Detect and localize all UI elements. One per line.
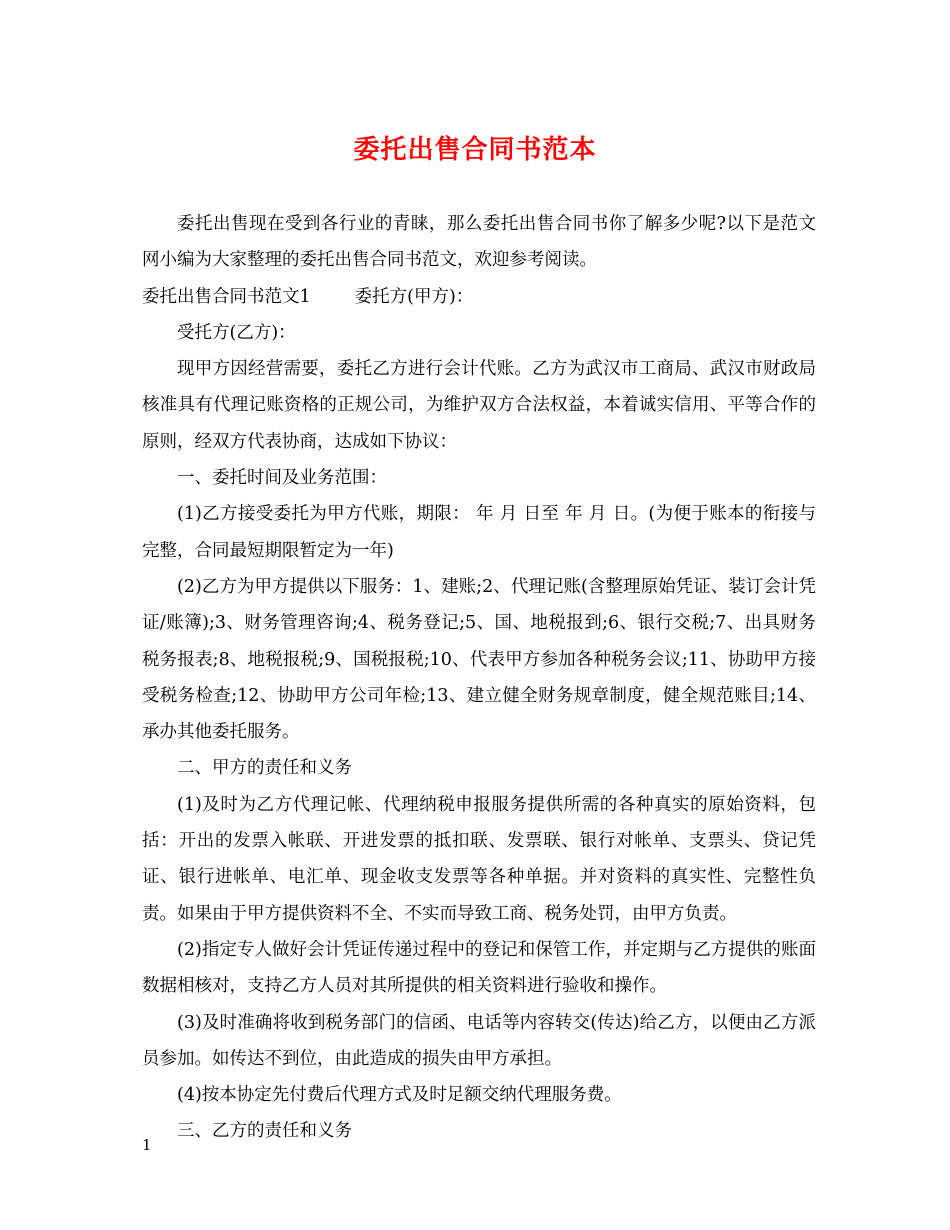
section-2-item-1: (1)及时为乙方代理记帐、代理纳税申报服务提供所需的各种真实的原始资料，包括：开出的发票入帐联、开进发票的抵扣联、发票联、银行对帐单、支票头、贷记凭证、银行进帐单、电汇单、现金收支发票等各种单据。并对资料的真实性、完整性负责。如果由于甲方提供资料不全、不实而导致工商、税务处罚，由甲方负责。 [142, 794, 816, 924]
section-2-heading: 二、甲方的责任和义务 [177, 758, 352, 779]
section-1-item-1: (1)乙方接受委托为甲方代账，期限： 年 月 日至 年 月 日。(为便于账本的衔接与完整，合同最短期限暂定为一年) [142, 504, 816, 561]
intro-paragraph: 委托出售现在受到各行业的青睐，那么委托出售合同书你了解多少呢?以下是范文网小编为大家整理的委托出售合同书范文，欢迎参考阅读。 [142, 214, 816, 271]
party-b-label: 受托方(乙方)： [177, 322, 296, 343]
page-number: 1 [142, 1136, 152, 1154]
section-3-heading: 三、乙方的责任和义务 [177, 1121, 352, 1142]
section-1-item-2: (2)乙方为甲方提供以下服务：1、建账;2、代理记账(含整理原始凭证、装订会计凭证/账簿);3、财务管理咨询;4、税务登记;5、国、地税报到;6、银行交税;7、出具财务税务报表;8、地税报税;9、国税报税;10、代表甲方参加各种税务会议;11、协助甲方接受税务检查;12、协助甲方公司年检;13、建立健全财务规章制度，健全规范账目;14、承办其他委托服务。 [142, 576, 816, 743]
sample-title: 委托出售合同书范文1 [142, 286, 311, 307]
party-a-label: 委托方(甲方)： [354, 286, 474, 307]
preamble-paragraph: 现甲方因经营需要，委托乙方进行会计代账。乙方为武汉市工商局、武汉市财政局核准具有代理记账资格的正规公司，为维护双方合法权益，本着诚实信用、平等合作的原则，经双方代表协商，达成如下协议： [142, 359, 816, 452]
document-title: 委托出售合同书范本 [353, 135, 597, 165]
section-2-item-4: (4)按本协定先付费后代理方式及时足额交纳代理服务费。 [177, 1085, 622, 1106]
section-2-item-3: (3)及时准确将收到税务部门的信函、电话等内容转交(传达)给乙方，以便由乙方派员参加。如传达不到位，由此造成的损失由甲方承担。 [142, 1012, 816, 1069]
section-1-heading: 一、委托时间及业务范围： [177, 468, 387, 489]
sample-heading-line [142, 279, 816, 315]
section-2-item-2: (2)指定专人做好会计凭证传递过程中的登记和保管工作，并定期与乙方提供的账面数据相核对，支持乙方人员对其所提供的相关资料进行验收和操作。 [142, 939, 816, 997]
document-body [142, 206, 816, 1150]
